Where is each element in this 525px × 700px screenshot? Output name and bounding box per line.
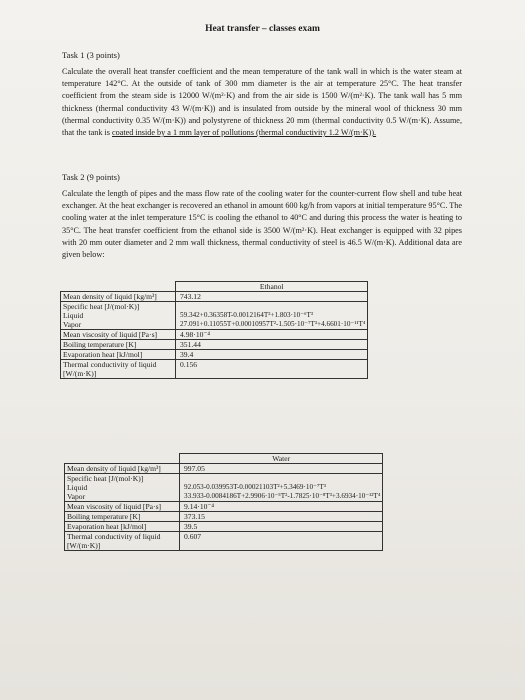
conductivity-label: Thermal conductivity of liquid [W/(m·K)] (61, 360, 176, 379)
task2-text: Calculate the length of pipes and the mass flow rate of the cooling water for the counter-current flow shell and tube heat exchanger. At the heat exchanger is recovered an ethanol in amount 600 kg/h from vapors at initial temperature 95°C. The cooling water at the inlet temperature 15°C is cooling the ethanol to 40°C and during this process the water is heating to 35°C. The heat transfer coefficient from the ethanol side is 3500 W/(m²·K). Heat exchanger is equipped with 32 pipes with 20 mm outer diameter and 2 mm wall thickness, thermal conductivity of steel is 46.5 W/(m·K). Additional data are given below: (62, 189, 462, 260)
boiling-label: Boiling temperature [K] (65, 512, 180, 522)
evaporation-value: 39.4 (176, 350, 368, 360)
table-row (65, 474, 383, 502)
table-row (61, 360, 368, 379)
table-row (65, 532, 383, 551)
density-value: 743.12 (176, 292, 368, 302)
evaporation-label: Evaporation heat [kJ/mol] (61, 350, 176, 360)
ethanol-table (60, 281, 368, 379)
table-row (61, 302, 368, 330)
task2-title: Task 2 (9 points) (62, 172, 120, 182)
liquid-formula: 59.342+0.36358T-0.0012164T²+1.803·10⁻⁶T³ (180, 311, 314, 319)
table-row (65, 522, 383, 532)
conductivity-label: Thermal conductivity of liquid [W/(m·K)] (65, 532, 180, 551)
table-row (65, 502, 383, 512)
table-row (61, 340, 368, 350)
task1-text (62, 66, 462, 139)
table-row (61, 282, 368, 292)
viscosity-value: 9.14·10⁻⁴ (180, 502, 383, 512)
specific-heat-label: Specific heat [J/(mol·K)] (63, 302, 140, 311)
vapor-label: Vapor (63, 320, 82, 329)
liquid-label: Liquid (63, 311, 84, 320)
density-value: 997.05 (180, 464, 383, 474)
conductivity-value: 0.607 (180, 532, 383, 551)
table-header: Water (180, 454, 383, 464)
vapor-formula: 27.091+0.11055T+0.00010957T²-1.505·10⁻⁷T³+4.6601·10⁻¹¹T⁴ (180, 320, 366, 328)
boiling-value: 351.44 (176, 340, 368, 350)
boiling-label: Boiling temperature [K] (61, 340, 176, 350)
task1-text-a: Calculate the overall heat transfer coefficient and the mean temperature of the tank wall in which is the water steam at temperature 142°C. At the outside of tank of 300 mm diameter is the air at temperature 25°C. The heat transfer coefficient from the steam side is 12000 W/(m²·K) and from the air side is 1500 W/(m²·K). The tank wall has 5 mm thickness (thermal conductivity 43 W/(m·K)) and is insulated from outside by the mineral wool of thickness 30 mm (thermal conductivity 0.35 W/(m·K)) and polystyrene of thickness 20 mm (thermal conductivity 0.5 W/(m·K). Assume, that the tank is (62, 67, 462, 138)
task1-text-b: coated inside by a 1 mm layer of pollutions (thermal conductivity 1.2 W/(m·K)). (112, 128, 377, 138)
vapor-label: Vapor (67, 492, 86, 501)
liquid-formula: 92.053-0.039953T-0.00021103T²+5.3469·10⁻⁷T³ (184, 483, 326, 491)
task1-title: Task 1 (3 points) (62, 50, 120, 60)
specific-heat-label: Specific heat [J/(mol·K)] (67, 474, 144, 483)
table-row (61, 292, 368, 302)
viscosity-label: Mean viscosity of liquid [Pa·s] (61, 330, 176, 340)
viscosity-label: Mean viscosity of liquid [Pa·s] (65, 502, 180, 512)
density-label: Mean density of liquid [kg/m³] (65, 464, 180, 474)
table-row (61, 350, 368, 360)
evaporation-value: 39.5 (180, 522, 383, 532)
conductivity-value: 0.156 (176, 360, 368, 379)
table-row (61, 330, 368, 340)
evaporation-label: Evaporation heat [kJ/mol] (65, 522, 180, 532)
density-label: Mean density of liquid [kg/m³] (61, 292, 176, 302)
vapor-formula: 33.933-0.0084186T+2.9906·10⁻⁵T²-1.7825·10⁻⁸T³+3.6934·10⁻¹²T⁴ (184, 492, 381, 500)
table-header: Ethanol (176, 282, 368, 292)
viscosity-value: 4.98·10⁻⁴ (176, 330, 368, 340)
boiling-value: 373.15 (180, 512, 383, 522)
table-row (65, 512, 383, 522)
table-row (65, 454, 383, 464)
water-table (64, 453, 383, 551)
table-row (65, 464, 383, 474)
page-title: Heat transfer – classes exam (205, 24, 320, 34)
liquid-label: Liquid (67, 483, 88, 492)
